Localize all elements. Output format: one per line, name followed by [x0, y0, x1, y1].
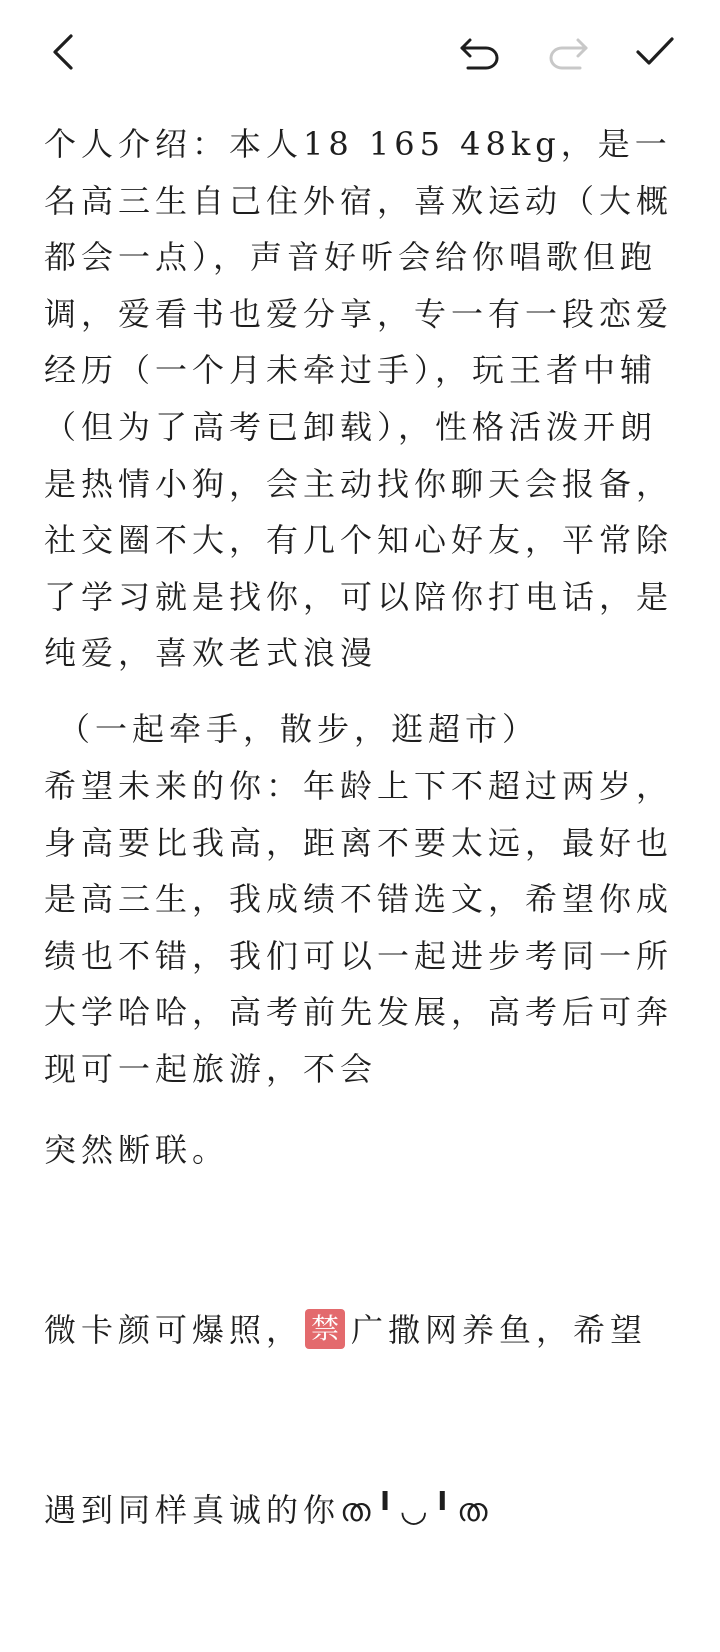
hope-ending-paragraph[interactable]: 突然断联。: [44, 1131, 230, 1169]
note-body[interactable]: [44, 116, 676, 1652]
closing-paragraph[interactable]: [44, 1189, 676, 1652]
closing-line-two: 遇到同样真诚的你ത╹◡╹ത: [44, 1490, 493, 1529]
checkmark-icon: [633, 34, 677, 70]
redo-icon: [546, 34, 590, 70]
undo-icon: [458, 34, 502, 70]
chevron-left-icon: [49, 32, 79, 72]
intro-paragraph[interactable]: 个人介绍：本人18 165 48kg，是一名高三生自己住外宿，喜欢运动（大概都会一点），声音好听会给你唱歌但跑调，爱看书也爱分享，专一有一段恋爱经历（一个月未牵过手），玩王者中辅（但为了高考已卸载），性格活泼开朗是热情小狗，会主动找你聊天会报备，社交圈不大，有几个知心好友，平常除了学习就是找你，可以陪你打电话，是纯爱，喜欢老式浪漫: [44, 125, 674, 673]
closing-text-after: 广撒网养鱼，希望: [351, 1311, 648, 1350]
note-editor-toolbar: [0, 0, 720, 104]
back-button[interactable]: [40, 28, 88, 76]
done-button[interactable]: [631, 28, 679, 76]
closing-text-before: 微卡颜可爆照，: [44, 1311, 304, 1350]
prohibited-emoji: 禁: [305, 1309, 345, 1349]
outing-paragraph[interactable]: （一起牵手，散步，逛超市）: [58, 710, 540, 748]
undo-button[interactable]: [456, 28, 504, 76]
redo-button[interactable]: [544, 28, 592, 76]
hope-paragraph[interactable]: 希望未来的你：年龄上下不超过两岁，身高要比我高，距离不要太远，最好也是高三生，我成绩不错选文，希望你成绩也不错，我们可以一起进步考同一所大学哈哈，高考前先发展，高考后可奔现可一起旅游，不会: [44, 767, 674, 1088]
